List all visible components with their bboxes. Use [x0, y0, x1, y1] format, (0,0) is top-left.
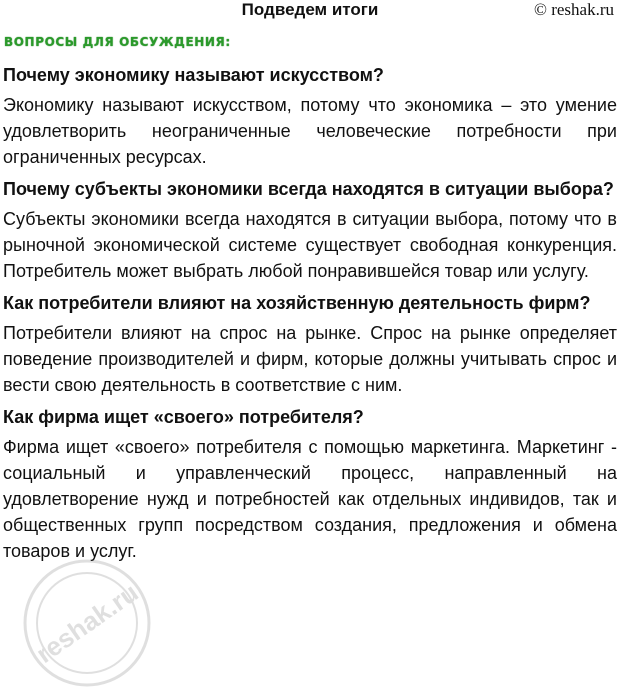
answer-4: Фирма ищет «своего» потребителя с помощью маркетинга. Маркетинг - социальный и управленческий процесс, направленный на удовлетворение нужд и потребностей как отдельных индивидов, так и общественных групп посредством создания, предложения и обмена товаров и услуг.	[3, 437, 617, 561]
answer-2: Субъекты экономики всегда находятся в ситуации выбора, потому что в рыночной экономической системе существует свободная конкуренция. Потребитель может выбрать любой понравившейся товар или услугу.	[3, 209, 617, 281]
page-title: Подведем итоги	[241, 0, 379, 19]
qa-item-3	[3, 290, 617, 398]
copyright-label: © reshak.ru	[534, 0, 614, 19]
section-banner: ВОПРОСЫ ДЛЯ ОБСУЖДЕНИЯ:	[4, 35, 231, 49]
question-3: Как потребители влияют на хозяйственную деятельность фирм?	[3, 293, 591, 313]
answer-3: Потребители влияют на спрос на рынке. Спрос на рынке определяет поведение производителей и фирм, которые должны учитывать спрос и вести свою деятельность в соответствие с ним.	[3, 323, 617, 395]
watermark-stamp	[12, 548, 162, 698]
qa-list	[3, 62, 617, 570]
qa-item-1	[3, 62, 617, 170]
question-4: Как фирма ищет «своего» потребителя?	[3, 407, 364, 427]
qa-item-2	[3, 176, 617, 284]
qa-item-4	[3, 404, 617, 564]
question-1: Почему экономику называют искусством?	[3, 65, 384, 85]
question-2: Почему субъекты экономики всегда находятся в ситуации выбора?	[3, 179, 614, 199]
watermark-text: reshak.ru	[30, 577, 144, 669]
answer-1: Экономику называют искусством, потому что экономика – это умение удовлетворить неограниченные человеческие потребности при ограниченных ресурсах.	[3, 95, 617, 167]
page-header	[0, 0, 620, 24]
